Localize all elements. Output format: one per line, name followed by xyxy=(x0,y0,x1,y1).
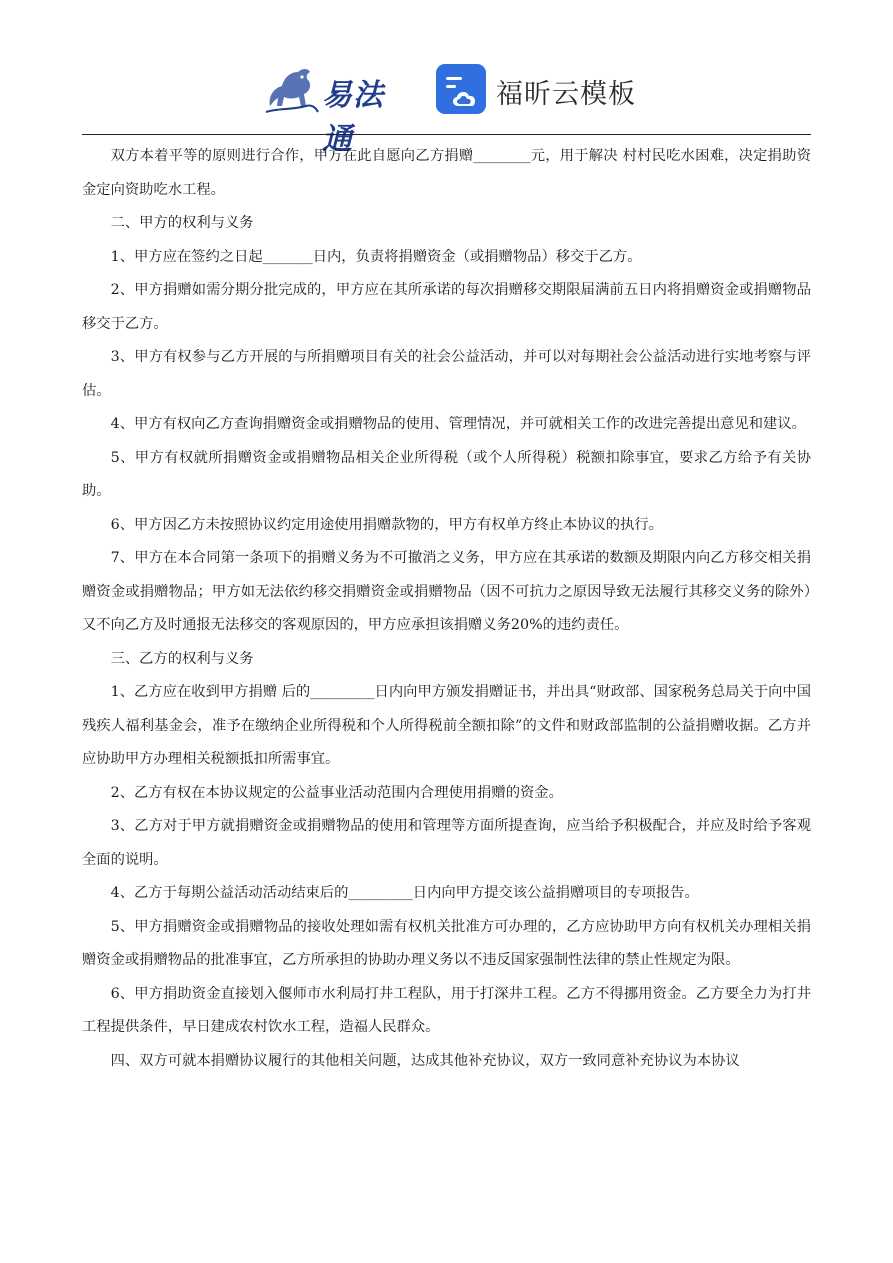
intro-paragraph: 双方本着平等的原则进行合作，甲方在此自愿向乙方捐赠________元，用于解决 村村民吃水困难，决定捐助资金定向资助吃水工程。 xyxy=(82,148,811,198)
document-body xyxy=(82,140,811,1078)
clause-paragraph: 7、甲方在本合同第一条项下的捐赠义务为不可撤消之义务，甲方应在其承诺的数额及期限内向乙方移交相关捐赠资金或捐赠物品；甲方如无法依约移交捐赠资金或捐赠物品（因不可抗力之原因导致无法履行其移交义务的除外）又不向乙方及时通报无法移交的客观原因的，甲方应承担该捐赠义务20%的违约责任。 xyxy=(82,550,811,633)
clause-paragraph: 4、乙方于每期公益活动活动结束后的_________日内向甲方提交该公益捐赠项目的专项报告。 xyxy=(110,885,699,901)
yifatong-logo-text: 易法通 xyxy=(322,78,384,157)
clause-paragraph: 1、甲方应在签约之日起_______日内，负责将捐赠资金（或捐赠物品）移交于乙方。 xyxy=(110,248,642,265)
clause-paragraph: 3、乙方对于甲方就捐赠资金或捐赠物品的使用和管理等方面所提查询，应当给予积极配合，并应及时给予客观全面的说明。 xyxy=(82,818,811,868)
page-header xyxy=(0,0,893,157)
clause-paragraph: 5、甲方有权就所捐赠资金或捐赠物品相关企业所得税（或个人所得税）税额扣除事宜，要求乙方给予有关协助。 xyxy=(82,449,811,499)
fuxin-logo-text: 福昕云模板 xyxy=(496,79,636,110)
clause-paragraph: 5、甲方捐赠资金或捐赠物品的接收处理如需有权机关批准方可办理的，乙方应协助甲方向有权机关办理相关捐赠资金或捐赠物品的批准事宜，乙方所承担的协助办理义务以不违反国家强制性法律的禁止性规定为限。 xyxy=(82,918,811,968)
clause-paragraph: 3、甲方有权参与乙方开展的与所捐赠项目有关的社会公益活动，并可以对每期社会公益活动进行实地考察与评估。 xyxy=(82,349,811,399)
clause-paragraph: 6、甲方因乙方未按照协议约定用途使用捐赠款物的，甲方有权单方终止本协议的执行。 xyxy=(110,516,663,533)
yifatong-logo xyxy=(262,62,412,157)
section-paragraph-four: 四、双方可就本捐赠协议履行的其他相关问题，达成其他补充协议，双方一致同意补充协议为本协议 xyxy=(110,1052,740,1069)
clause-paragraph: 4、甲方有权向乙方查询捐赠资金或捐赠物品的使用、管理情况，并可就相关工作的改进完善提出意见和建议。 xyxy=(110,416,806,432)
horse-emblem-icon xyxy=(262,62,322,118)
cloud-document-icon xyxy=(436,64,486,114)
header-divider xyxy=(82,134,811,135)
fuxin-logo xyxy=(436,64,646,116)
section-heading-party-b: 三、乙方的权利与义务 xyxy=(110,650,254,667)
clause-paragraph: 2、乙方有权在本协议规定的公益事业活动范围内合理使用捐赠的资金。 xyxy=(110,784,563,801)
clause-paragraph: 1、乙方应在收到甲方捐赠 后的_________日内向甲方颁发捐赠证书，并出具“财政部、国家税务总局关于向中国残疾人福利基金会，准予在缴纳企业所得税和个人所得税前全额扣除”的文件和财政部监制的公益捐赠收据。乙方并应协助甲方办理相关税额抵扣所需事宜。 xyxy=(82,684,811,767)
clause-paragraph: 6、甲方捐助资金直接划入偃师市水利局打井工程队，用于打深井工程。乙方不得挪用资金。乙方要全力为打井工程提供条件，早日建成农村饮水工程，造福人民群众。 xyxy=(82,985,811,1035)
clause-paragraph: 2、甲方捐赠如需分期分批完成的，甲方应在其所承诺的每次捐赠移交期限届满前五日内将捐赠资金或捐赠物品移交于乙方。 xyxy=(82,282,811,332)
section-heading-party-a: 二、甲方的权利与义务 xyxy=(110,215,254,231)
